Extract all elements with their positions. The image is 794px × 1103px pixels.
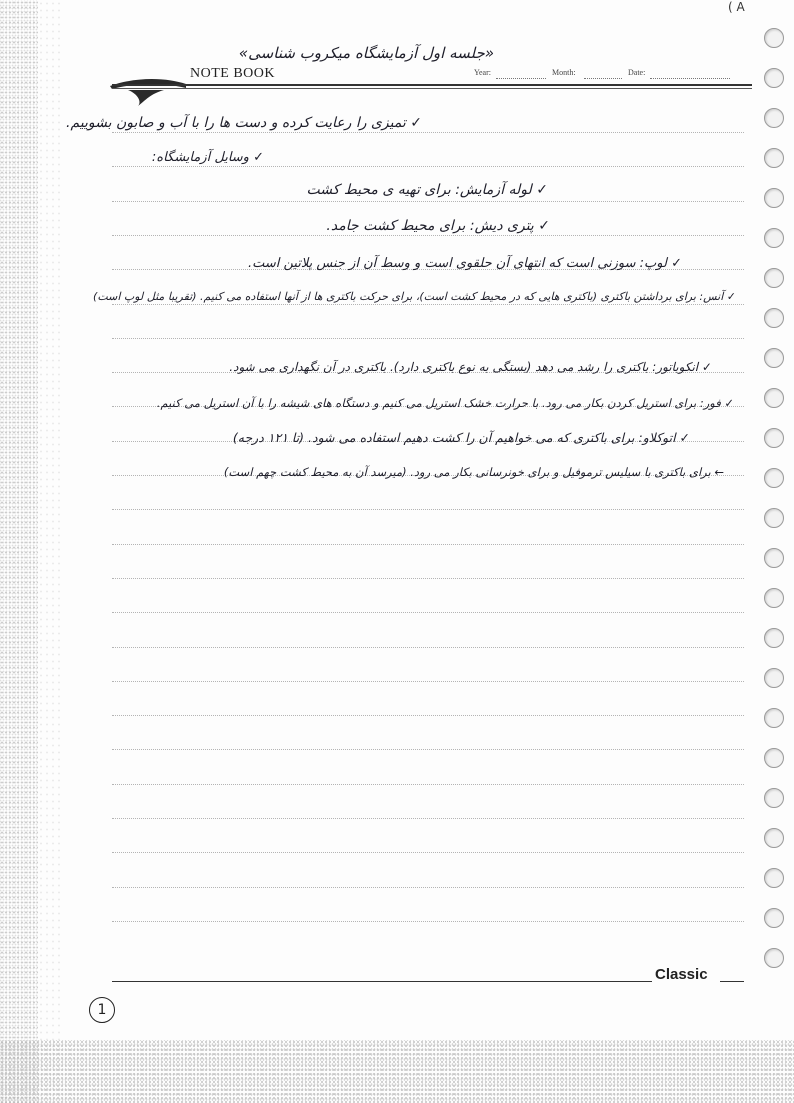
ruled-line (112, 509, 744, 510)
binding-hole (764, 68, 784, 88)
binding-hole (764, 228, 784, 248)
binding-hole (764, 268, 784, 288)
header-rule (112, 84, 752, 86)
binding-hole (764, 188, 784, 208)
spiral-binding (762, 28, 788, 1008)
footer-brand: Classic (655, 966, 708, 983)
binding-hole (764, 828, 784, 848)
date-line (650, 78, 730, 79)
scan-noise-left-inner (38, 0, 60, 1103)
binding-hole (764, 348, 784, 368)
binding-hole (764, 108, 784, 128)
binding-hole (764, 948, 784, 968)
note-line-8: ✓ فور: برای استریل کردن بکار می رود. با حرارت خشک استریل می کنیم و دستگاه های شیشه را با آن استریل می کنیم. (156, 396, 734, 410)
binding-hole (764, 628, 784, 648)
ruled-line (112, 166, 744, 167)
ruled-line (112, 852, 744, 853)
year-line (496, 78, 546, 79)
ruled-line (112, 338, 744, 339)
binding-hole (764, 908, 784, 928)
binding-hole (764, 388, 784, 408)
ruled-line (112, 304, 744, 305)
scan-noise-left (0, 0, 38, 1103)
note-line-3: ✓ لوله آزمایش: برای تهیه ی محیط کشت (306, 182, 548, 198)
ruled-line (112, 921, 744, 922)
binding-hole (764, 668, 784, 688)
ruled-line (112, 132, 744, 133)
page-title: «جلسه اول آزمایشگاه میکروب شناسی» (238, 44, 494, 62)
ruled-line (112, 612, 744, 613)
ruled-line (112, 201, 744, 202)
binding-hole (764, 428, 784, 448)
year-label: Year: (474, 68, 491, 77)
ruled-line (112, 647, 744, 648)
binding-hole (764, 788, 784, 808)
ruled-line (112, 681, 744, 682)
note-line-10: ← برای باکتری با سیلیس ترموفیل و برای خونرسانی بکار می رود. (میرسد آن به محیط کشت چهم است) (223, 465, 724, 479)
corner-mark: ( A (728, 0, 745, 14)
binding-hole (764, 308, 784, 328)
binding-hole (764, 868, 784, 888)
note-line-5: ✓ لوپ: سوزنی است که انتهای آن حلقوی است و وسط آن از جنس پلاتین است. (247, 256, 682, 271)
note-line-4: ✓ پتری دیش: برای محیط کشت جامد. (326, 218, 550, 234)
date-fields (474, 68, 734, 80)
ruled-line (112, 818, 744, 819)
ruled-line (112, 544, 744, 545)
page-number: 1 (89, 997, 115, 1023)
binding-hole (764, 708, 784, 728)
binding-hole (764, 588, 784, 608)
footer-rule-right (720, 981, 744, 982)
notebook-brand: NOTE BOOK (190, 66, 275, 81)
binding-hole (764, 148, 784, 168)
month-label: Month: (552, 68, 576, 77)
note-line-9: ✓ اتوکلاو: برای باکتری که می خواهیم آن را کشت دهیم استفاده می شود. (تا ۱۲۱ درجه) (232, 430, 690, 445)
date-label: Date: (628, 68, 646, 77)
scan-noise-bottom (0, 1040, 794, 1103)
footer-rule (112, 981, 652, 982)
notebook-logo-swoosh-icon (108, 72, 188, 108)
binding-hole (764, 468, 784, 488)
binding-hole (764, 508, 784, 528)
binding-hole (764, 28, 784, 48)
note-line-7: ✓ انکوباتور: باکتری را رشد می دهد (بستگی به نوع باکتری دارد). باکتری در آن نگهداری می شود. (229, 360, 712, 374)
header-rule-thin (112, 88, 752, 89)
note-line-6: ✓ آنس: برای برداشتن باکتری (باکتری هایی که در محیط کشت است)، برای حرکت باکتری ها از آنها استفاده می کنیم. (تقریبا مثل لوپ است) (93, 290, 736, 303)
month-line (584, 78, 622, 79)
binding-hole (764, 748, 784, 768)
note-line-2: ✓ وسایل آزمایشگاه: (151, 150, 264, 165)
note-line-1: ✓ تمیزی را رعایت کرده و دست ها را با آب و صابون بشوییم. (66, 115, 422, 131)
ruled-line (112, 235, 744, 236)
ruled-line (112, 578, 744, 579)
ruled-line (112, 749, 744, 750)
binding-hole (764, 548, 784, 568)
ruled-line (112, 887, 744, 888)
ruled-line (112, 784, 744, 785)
ruled-line (112, 715, 744, 716)
